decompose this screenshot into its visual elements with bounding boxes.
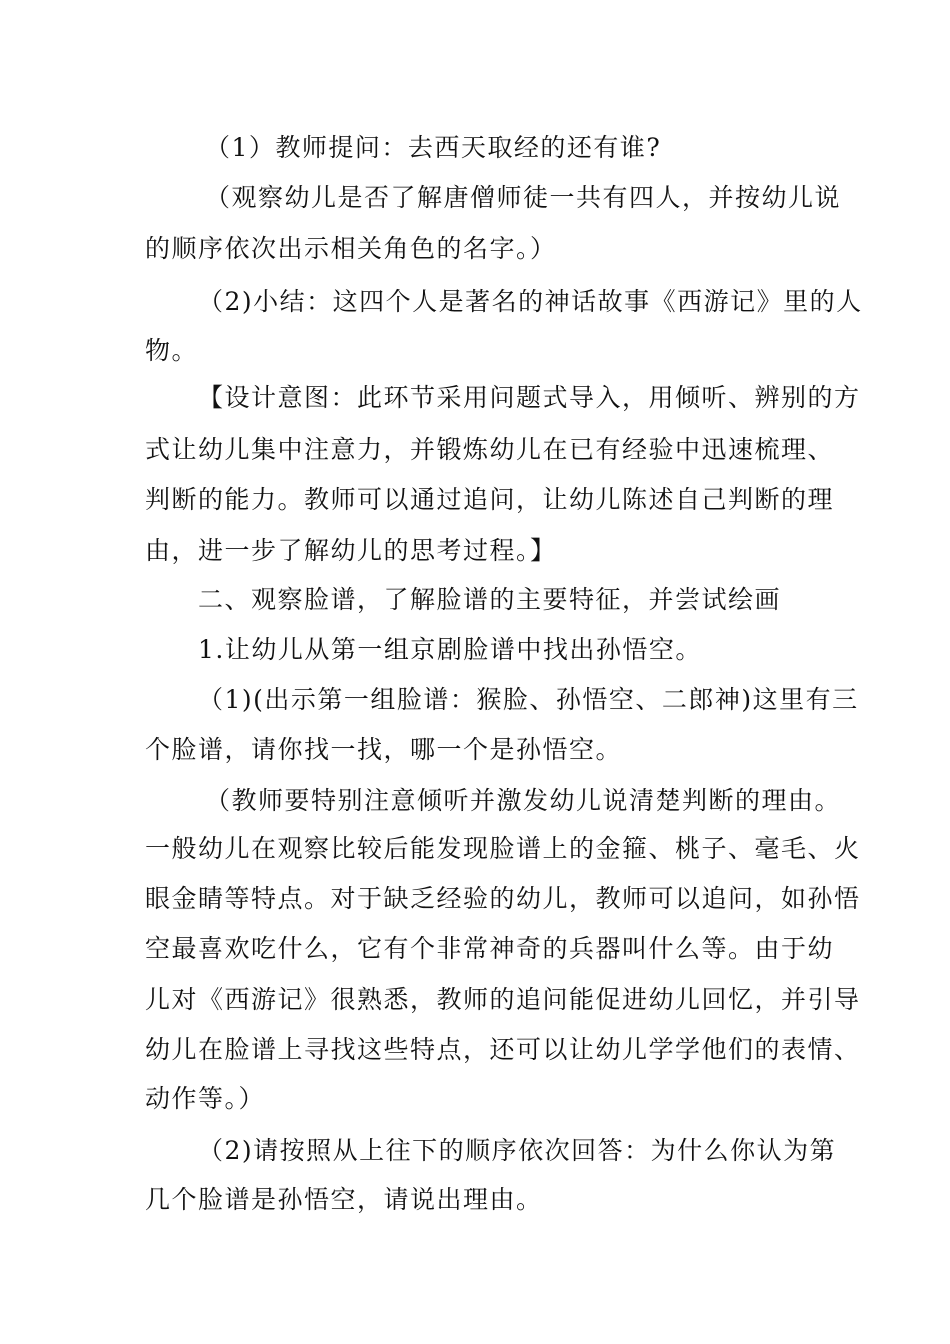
paragraph-line: （2)请按照从上往下的顺序依次回答：为什么你认为第	[198, 1136, 837, 1165]
section-heading: 二、观察脸谱，了解脸谱的主要特征，并尝试绘画	[198, 585, 782, 614]
subsection-heading: 1.让幼儿从第一组京剧脸谱中找出孙悟空。	[198, 635, 702, 664]
paragraph-line: 【设计意图：此环节采用问题式导入，用倾听、辨别的方	[198, 383, 861, 412]
paragraph-line: 个脸谱，请你找一找，哪一个是孙悟空。	[145, 735, 623, 764]
paragraph-line: （2)小结：这四个人是著名的神话故事《西游记》里的人	[198, 287, 863, 316]
paragraph-line: 眼金睛等特点。对于缺乏经验的幼儿，教师可以追问，如孙悟	[145, 884, 861, 913]
paragraph-line: 式让幼儿集中注意力，并锻炼幼儿在已有经验中迅速梳理、	[145, 435, 835, 464]
paragraph-line: 一般幼儿在观察比较后能发现脸谱上的金箍、桃子、毫毛、火	[145, 834, 861, 863]
paragraph-line: 几个脸谱是孙悟空，请说出理由。	[145, 1185, 543, 1214]
paragraph-line: 动作等。）	[145, 1084, 266, 1113]
paragraph-line: （教师要特别注意倾听并激发幼儿说清楚判断的理由。	[205, 786, 842, 815]
paragraph-line: 幼儿在脸谱上寻找这些特点，还可以让幼儿学学他们的表情、	[145, 1035, 861, 1064]
paragraph-line: （1)(出示第一组脸谱：猴脸、孙悟空、二郎神)这里有三	[198, 685, 859, 714]
paragraph-line: （观察幼儿是否了解唐僧师徒一共有四人，并按幼儿说	[205, 183, 842, 212]
paragraph-line: 判断的能力。教师可以通过追问，让幼儿陈述自己判断的理	[145, 485, 835, 514]
paragraph-line: 的顺序依次出示相关角色的名字。）	[145, 234, 557, 263]
paragraph-line: 空最喜欢吃什么，它有个非常神奇的兵器叫什么等。由于幼	[145, 934, 835, 963]
paragraph-line: 由，进一步了解幼儿的思考过程。】	[145, 536, 557, 565]
paragraph-line: 物。	[145, 336, 199, 365]
paragraph-line: （1）教师提问：去西天取经的还有谁?	[205, 133, 662, 162]
paragraph-line: 儿对《西游记》很熟悉，教师的追问能促进幼儿回忆，并引导	[145, 985, 861, 1014]
